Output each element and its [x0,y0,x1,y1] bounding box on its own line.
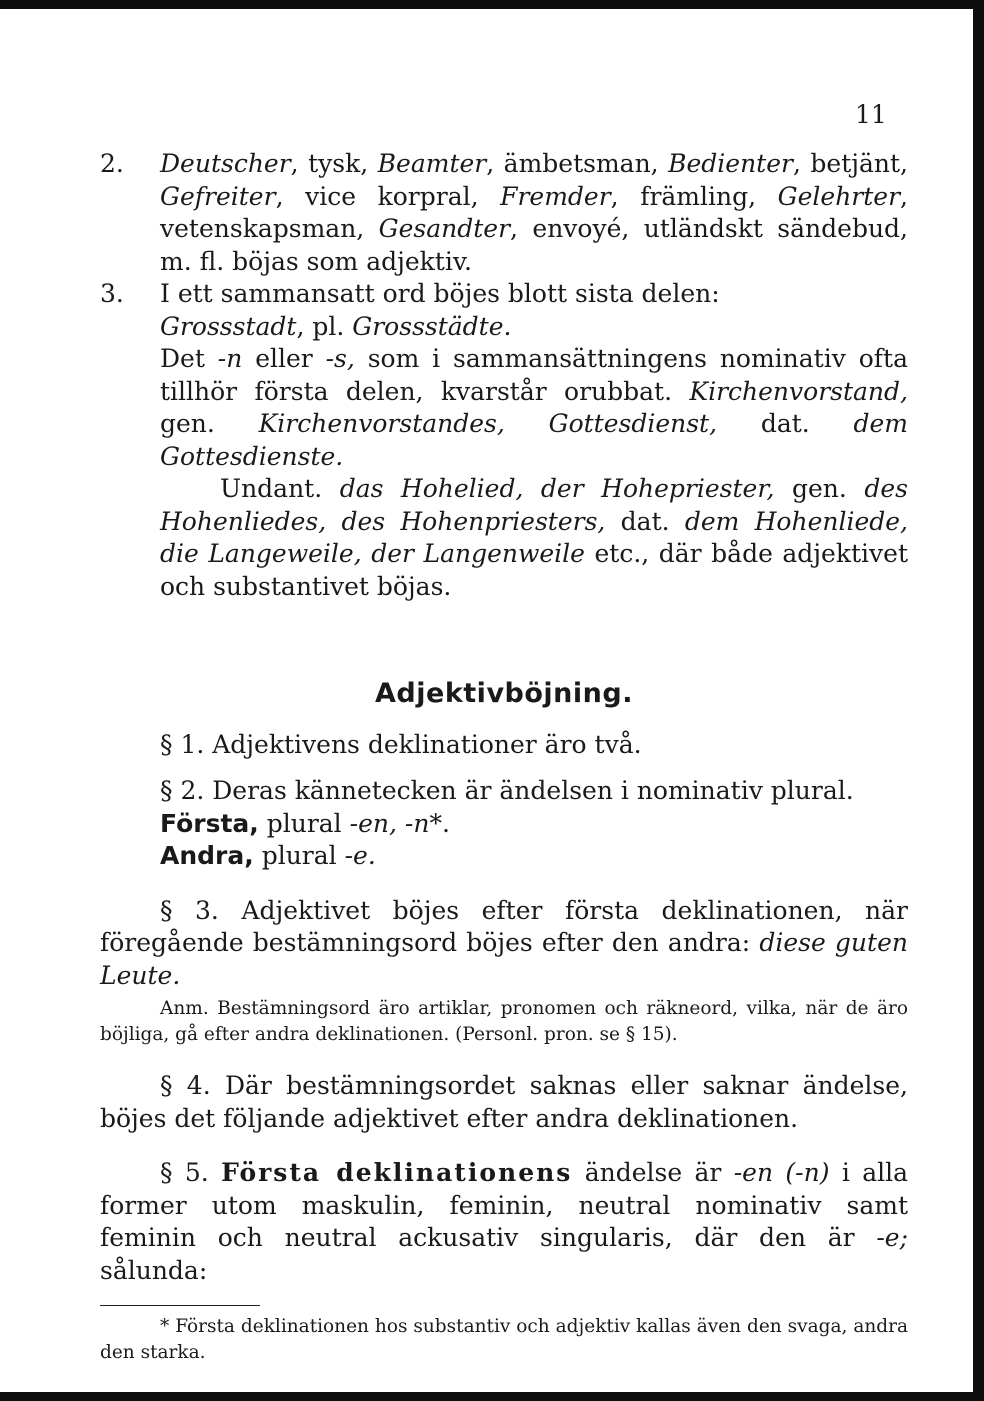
italic-term: -en, -n [349,808,430,838]
text-run: , vice korpral, [275,181,501,211]
paragraph-3 [100,895,908,993]
text-run: *. [429,808,450,838]
text-run: gen. [160,409,259,438]
text-run: gen. [774,474,865,503]
paragraph-5 [100,1157,908,1287]
text-run: , ämbetsman, [486,149,669,178]
list-item-3 [100,278,908,603]
paragraph-5-number: § 5. [160,1158,222,1187]
andra-rest [254,841,376,870]
item-3-exceptions [160,473,908,603]
item-number: 3. [100,279,124,308]
text-run: plural [258,808,350,838]
italic-term: Gelehrter [777,181,901,211]
text-run: , främling, [610,181,778,211]
italic-term: Gesandter [378,214,511,243]
text-run: Det [160,344,218,373]
list-item-2 [100,148,908,278]
italic-term: dem Gottesdienste. [160,409,909,471]
text-run: dat. [605,506,685,536]
italic-term: -n [217,344,243,373]
paragraph-4: § 4. Där bestämningsordet saknas eller saknar ändelse, böjes det följande adjektivet efter andra deklinationen. [100,1071,908,1133]
italic-term: des Hohenliedes, des Hohenpriesters, [160,474,908,536]
text-run: Undant. [220,474,340,503]
annotation: Anm. Bestämningsord äro artiklar, pronomen och räkneord, vilka, när de äro böjliga, gå efter andra deklinationen. (Personl. pron. se § 15). [100,998,908,1045]
text-run: i alla former utom maskulin, feminin, neutral nominativ samt feminin och neutral ackusativ singularis, där den är [100,1158,908,1252]
item-3-example [160,311,908,344]
item-3-intro [160,278,908,311]
italic-term: Kirchenvorstandes, Gottesdienst, [258,409,718,438]
section-heading: Adjektivböjning. [375,678,633,709]
forsta-line [100,808,908,841]
text-run: etc., där både adjektivet och substantivet böjas. [160,539,909,601]
scan-border-top [0,0,984,9]
footnote-rule [100,1305,260,1306]
text-run: § 3. Adjektivet böjes efter första deklinationen, när föregående bestämningsord böjes efter den andra: [100,895,908,957]
italic-term: das Hohelied, der Hohepriester, [339,474,775,503]
italic-term: -s, [325,344,355,373]
italic-term: -e; [876,1223,908,1252]
text-run: I ett sammansatt ord böjes blott sista delen: [160,279,720,308]
italic-term: Bedienter [668,149,793,178]
italic-term: Gefreiter [160,181,276,211]
italic-term: Kirchenvorstand, [689,376,908,406]
italic-term: -en (-n) [733,1158,830,1187]
item-text [160,148,908,278]
item-number: 2. [100,149,124,178]
text-run: som i sammansättningens nominativ ofta tillhör första delen, kvarstår orubbat. [160,344,908,406]
page-number: 11 [855,100,887,129]
paragraph-1: § 1. Adjektivens deklinationer äro två. [160,729,642,759]
text-run: , envoyé, utländskt sändebud, m. fl. böjas som adjektiv. [160,214,908,276]
italic-term: Deutscher [160,149,291,178]
item-3-note [160,343,908,473]
text-run: , pl. [296,311,353,341]
paragraph-2: § 2. Deras kännetecken är ändelsen i nominativ plural. [160,776,854,805]
andra-label: Andra, [160,841,254,870]
text-run: dat. [717,409,854,438]
scan-border-right [973,0,984,1401]
text-run: plural [253,841,345,870]
italic-term: dem Hohenliede, die Langeweile, der Langenweile [160,506,909,568]
paragraph-5-bold: Första deklinationens [221,1158,573,1187]
italic-term: Grossstädte. [352,311,512,341]
text-run: ändelse är [572,1158,734,1187]
italic-term: diese guten Leute. [100,928,908,990]
italic-term: -e. [344,841,376,870]
item-text [160,278,908,603]
scan-border-bottom [0,1392,984,1401]
andra-line [100,840,908,873]
italic-term: Beamter [377,149,487,178]
footnote: * Första deklinationen hos substantiv och adjektiv kallas även den svaga, andra den starka. [100,1316,908,1363]
text-run: , tysk, [290,149,378,178]
forsta-label: Första, [160,808,259,838]
page-body [100,95,908,1366]
text-run: sålunda: [100,1255,208,1285]
italic-term: Fremder [500,181,611,211]
text-run: , betjänt, [792,149,908,178]
forsta-rest [259,809,450,838]
text-run: , vetenskapsman, [160,181,908,243]
text-run: eller [242,344,326,373]
italic-term: Grossstadt [160,311,297,341]
